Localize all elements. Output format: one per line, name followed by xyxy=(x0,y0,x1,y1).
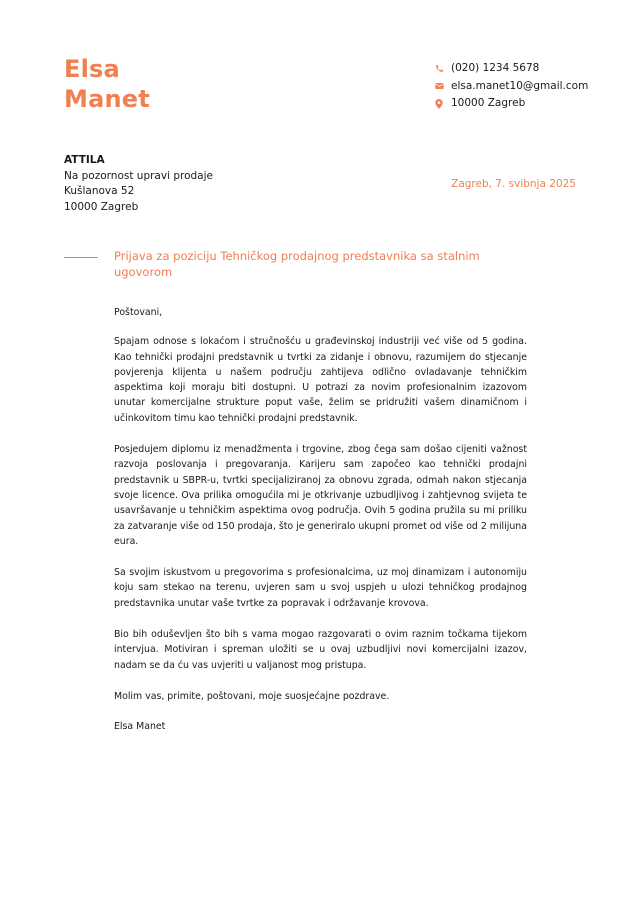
letter-paragraph-4: Bio bih oduševljen što bih s vama mogao razgovarati o ovim raznim točkama tijekom intervjua. Motiviran i spreman uložiti se u ovaj uzbudljivi novi komercijalni izazov, nadam se da ću vas uvjeriti u valjanost mog pristupa. xyxy=(114,629,527,671)
recipient-block xyxy=(64,153,213,215)
contact-phone[interactable]: (020) 1234 5678 xyxy=(451,62,540,74)
letter-subject: Prijava za poziciju Tehničkog prodajnog predstavnika sa stalnim ugovorom xyxy=(114,249,480,279)
letter-paragraph-1: Spajam odnose s lokaćom i stručnošću u građevinskoj industriji već više od 5 godina. Kao tehnički prodajni predstavnik u tvrtki za zidanje i obnovu, razumijem do stjecanje povjerenja klijenta u našem području zahtijeva odlično ovladavanje tehničkim aspektima koji moraju biti dostupni. U potrazi za novim profesionalnim izazovom unutar komercijalne strukture poput vaše, želim se pridružiti vašem dinamičnom i učinkovitom timu kao tehnički prodajni predstavnik. xyxy=(114,336,527,424)
contact-email-row xyxy=(434,78,588,96)
letter-paragraph-3: Sa svojim iskustvom u pregovorima s profesionalcima, uz moj dinamizam i autonomiju koju sam stekao na terenu, uvjeren sam u svoj uspjeh u ulozi tehničkog prodajnog predstavnika unutar vaše tvrtke za popravak i održavanje krovova. xyxy=(114,567,527,609)
sender-first-name: Elsa xyxy=(64,55,120,83)
letter-closing: Molim vas, primite, poštovani, moje suosjećajne pozdrave. xyxy=(114,690,390,702)
contact-phone-row xyxy=(434,60,588,78)
contact-address-row xyxy=(434,95,588,113)
location-pin-icon xyxy=(434,99,444,109)
letter-paragraph-2: Posjedujem diplomu iz menadžmenta i trgovine, zbog čega sam došao cijeniti važnost razvoja poslovanja i pregovaranja. Karijeru sam započeo kao tehnički prodajni predstavnik u SBPR-u, tvrtki specijaliziranoj za obnovu zgrada, odmah nakon stjecanja svoje licence. Ova prilika omogućila mi je otkrivanje uzbudljivog i zahtjevnog svijeta te usavršavanje u tehničkim aspektima ovog područja. Ovih 5 godina pružila su mi priliku za zatvaranje više od 150 prodaja, što je generiralo ukupni promet od više od 2 milijuna eura. xyxy=(114,444,527,547)
letter-salutation: Poštovani, xyxy=(114,307,163,318)
letter-date: Zagreb, 7. svibnja 2025 xyxy=(451,178,576,190)
sender-last-name: Manet xyxy=(64,85,150,113)
phone-icon xyxy=(434,64,444,74)
recipient-city: 10000 Zagreb xyxy=(64,200,139,213)
contact-block xyxy=(434,60,588,113)
recipient-street: Kušlanova 52 xyxy=(64,185,135,197)
contact-email[interactable]: elsa.manet10@gmail.com xyxy=(451,79,589,92)
envelope-icon xyxy=(434,81,444,91)
recipient-attention: Na pozornost upravi prodaje xyxy=(64,169,213,182)
subject-divider xyxy=(64,257,98,258)
sender-name xyxy=(64,54,150,114)
contact-address: 10000 Zagreb xyxy=(451,97,526,109)
letter-signature: Elsa Manet xyxy=(114,721,166,733)
recipient-company: ATTILA xyxy=(64,154,105,166)
letter-body xyxy=(114,305,527,735)
